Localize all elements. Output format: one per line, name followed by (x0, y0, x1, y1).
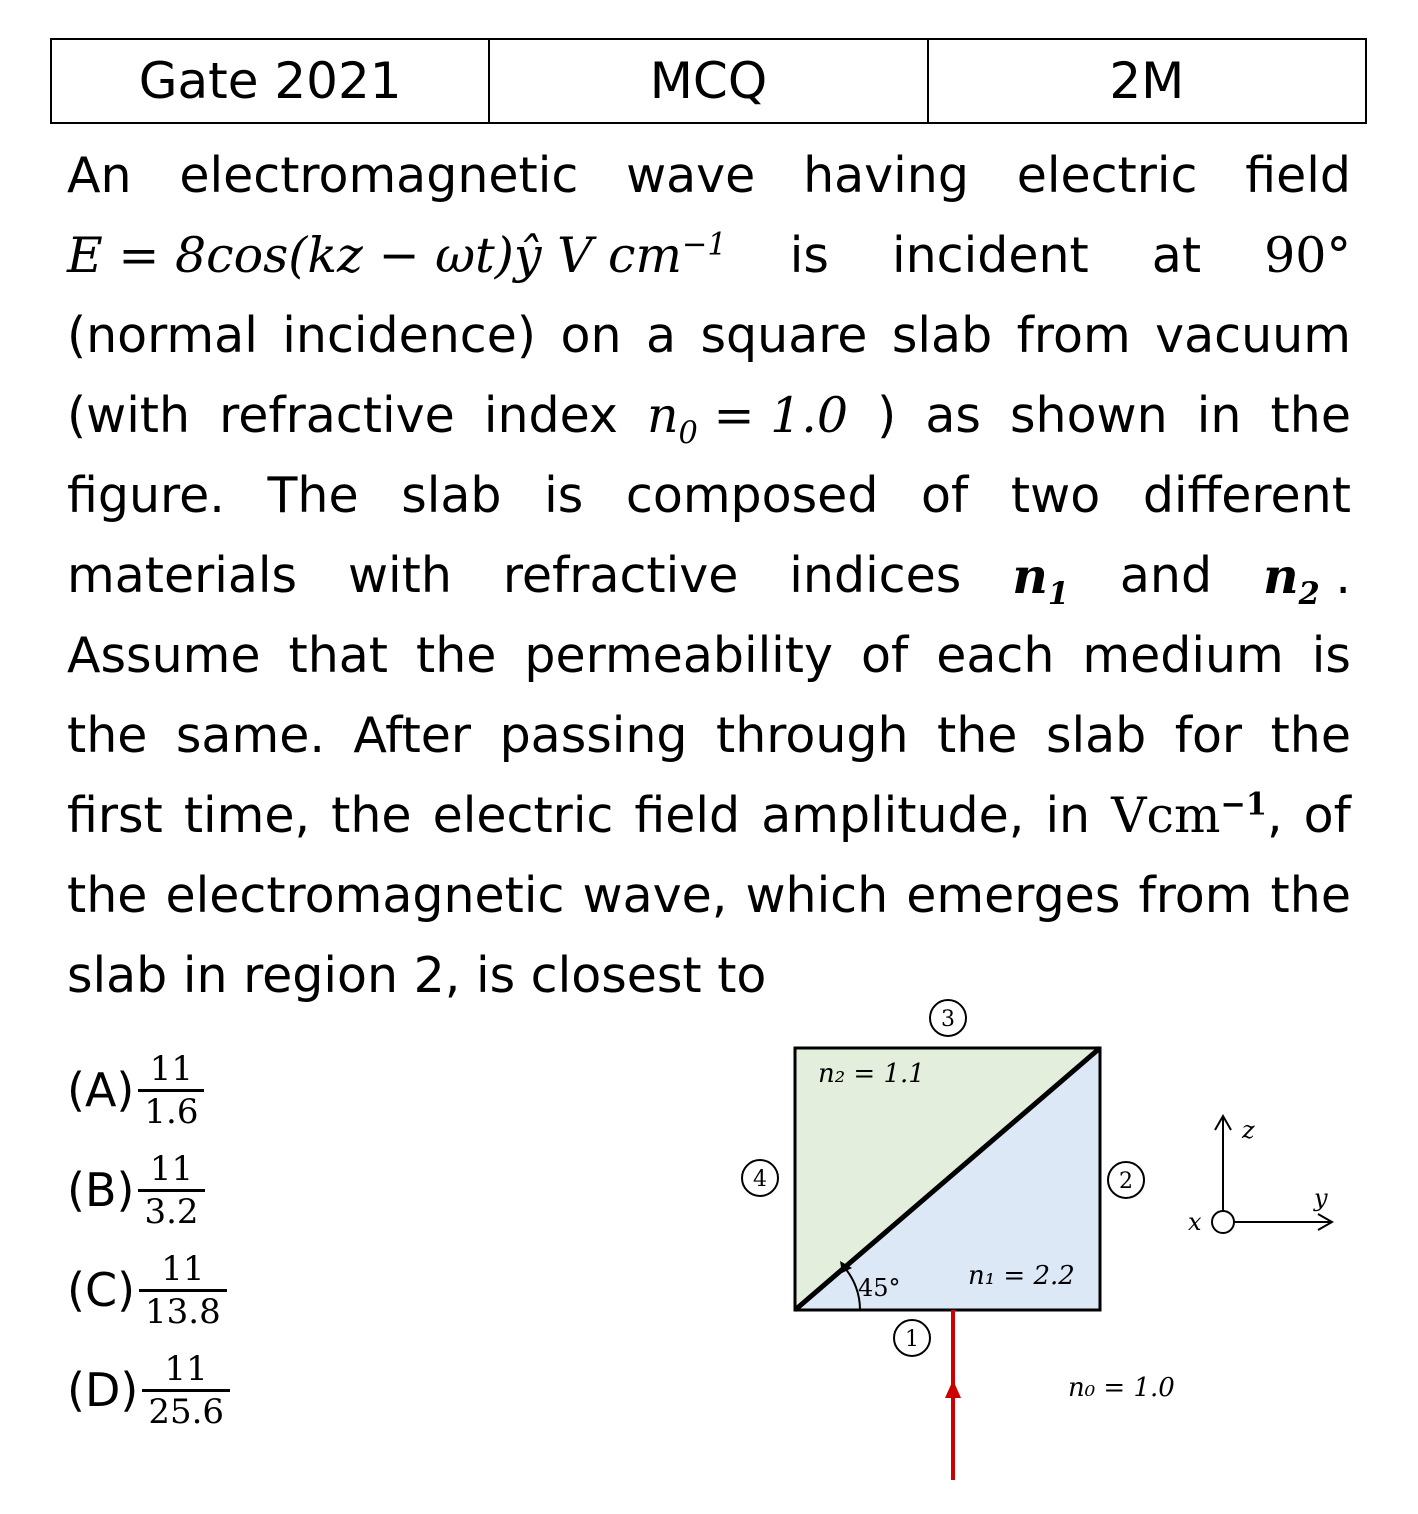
region-marker-2 (1108, 1162, 1144, 1198)
line-9: first time, the electric field amplitude, in Vcm$^{-1}$, of (67, 776, 1351, 856)
unit-vcm: Vcm$^{-1}$ (1111, 786, 1268, 844)
n2-group: $n_2$ . (1263, 546, 1351, 612)
axis-y-label: y (1314, 1184, 1328, 1212)
svg-text:4: 4 (753, 1167, 767, 1192)
field-equation: E = 8cos(kz − ωt)ŷ V $cm^{-1}$ (67, 227, 727, 284)
n1-label: n₁ = 2.2 (968, 1261, 1075, 1291)
option-c[interactable]: (C) $\frac{11}{13.8}$ (67, 1240, 230, 1340)
svg-text:3: 3 (941, 1007, 955, 1032)
n1-symbol: $n_1$ (1012, 547, 1069, 612)
n2-symbol: $n_2$ (1263, 546, 1320, 612)
option-d[interactable]: (D) $\frac{11}{25.6}$ (67, 1340, 230, 1440)
region-marker-1 (894, 1320, 930, 1356)
region-marker-3 (930, 1000, 966, 1036)
line-7: Assume that the permeability of each medium is (67, 627, 1351, 684)
header-table (50, 38, 1367, 124)
line-11: slab in region 2, is closest to (67, 947, 767, 1004)
axis-x-label: x (1188, 1208, 1202, 1236)
region-marker-4 (742, 1160, 778, 1196)
line-1: An electromagnetic wave having electric field (67, 147, 1351, 204)
option-a[interactable]: (A) $\frac{11}{1.6}$ (67, 1040, 230, 1140)
option-b[interactable]: (B) $\frac{11}{3.2}$ (67, 1140, 230, 1240)
axis-z-label: z (1242, 1116, 1255, 1144)
svg-text:1: 1 (905, 1327, 919, 1352)
fraction: $\frac{11}{1.6}$ (138, 1049, 204, 1132)
n0-label: n₀ = 1.0 (1068, 1373, 1175, 1403)
line-6: materials with refractive indices $n_1$ and $n_2$ . (67, 536, 1351, 616)
fraction: $\frac{11}{25.6}$ (142, 1349, 230, 1432)
options-list (67, 1040, 230, 1440)
n2-label: n₂ = 1.1 (818, 1059, 925, 1089)
line-5: figure. The slab is composed of two different (67, 467, 1351, 524)
svg-text:2: 2 (1119, 1169, 1133, 1194)
line-10: the electromagnetic wave, which emerges from the (67, 867, 1351, 924)
n0-equation: $n_0 = 1.0$ (646, 387, 849, 451)
line-4: (with refractive index $n_0 = 1.0$ ) as shown in the (67, 376, 1351, 456)
question-text (67, 136, 1351, 1016)
ray-arrowhead (945, 1380, 961, 1398)
fraction: $\frac{11}{3.2}$ (138, 1149, 204, 1232)
axis-system (1188, 1116, 1332, 1236)
line-8: the same. After passing through the slab for the (67, 707, 1351, 764)
exam-cell: Gate 2021 (52, 40, 490, 122)
fraction: $\frac{11}{13.8}$ (139, 1249, 227, 1332)
slab-figure (700, 990, 1360, 1490)
unit-group: Vcm$^{-1}$, (1111, 786, 1283, 844)
angle-label: 45° (858, 1274, 901, 1302)
marks-cell: 2M (1109, 52, 1185, 110)
type-cell: MCQ (490, 40, 928, 122)
line-3: (normal incidence) on a square slab from vacuum (67, 307, 1351, 364)
line-2: E = 8cos(kz − ωt)ŷ V $cm^{-1}$ is incident at 90° (67, 216, 1351, 296)
